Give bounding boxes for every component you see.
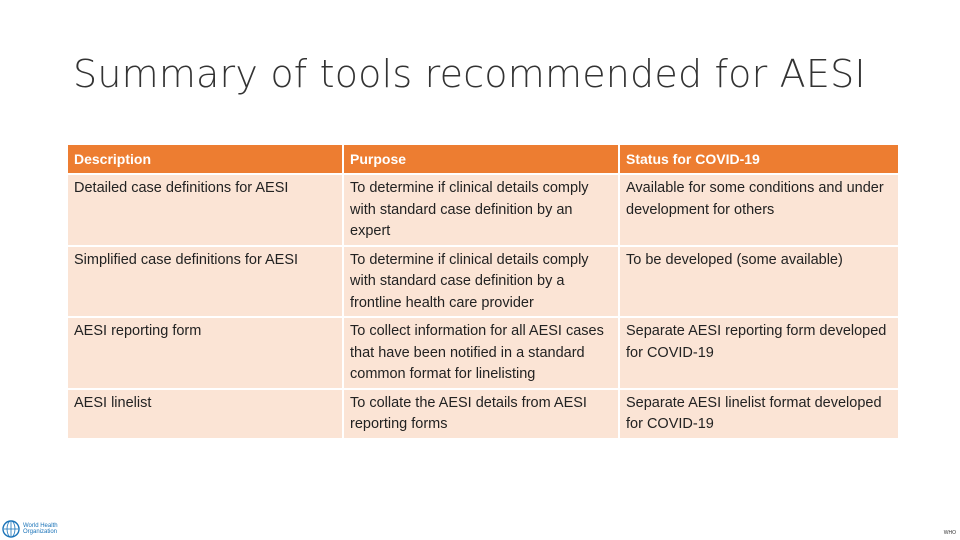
cell-status: Separate AESI linelist format developed for COVID-19 — [620, 390, 898, 438]
logo-line-2: Organization — [23, 529, 58, 535]
cell-purpose: To collect information for all AESI cases that have been notified in a standard common format for linelisting — [344, 318, 618, 388]
slide-title: Summary of tools recommended for AESI — [73, 52, 866, 96]
cell-status: To be developed (some available) — [620, 247, 898, 317]
header-description: Description — [68, 145, 342, 173]
cell-status: Separate AESI reporting form developed for COVID-19 — [620, 318, 898, 388]
who-emblem-icon — [2, 520, 20, 538]
corner-mark: WHO — [943, 530, 956, 536]
cell-description: Simplified case definitions for AESI — [68, 247, 342, 317]
table-row — [68, 175, 898, 245]
who-logo-text — [23, 523, 58, 535]
who-logo — [2, 520, 58, 538]
table-row — [68, 318, 898, 388]
header-status: Status for COVID-19 — [620, 145, 898, 173]
cell-status: Available for some conditions and under development for others — [620, 175, 898, 245]
cell-purpose: To determine if clinical details comply with standard case definition by a frontline health care provider — [344, 247, 618, 317]
table-header-row — [68, 145, 898, 173]
cell-purpose: To collate the AESI details from AESI reporting forms — [344, 390, 618, 438]
cell-description: Detailed case definitions for AESI — [68, 175, 342, 245]
header-purpose: Purpose — [344, 145, 618, 173]
summary-table — [66, 143, 900, 440]
cell-description: AESI linelist — [68, 390, 342, 438]
table-row — [68, 247, 898, 317]
cell-purpose: To determine if clinical details comply with standard case definition by an expert — [344, 175, 618, 245]
table-row — [68, 390, 898, 438]
cell-description: AESI reporting form — [68, 318, 342, 388]
logo-line-1: World Health — [23, 523, 58, 529]
